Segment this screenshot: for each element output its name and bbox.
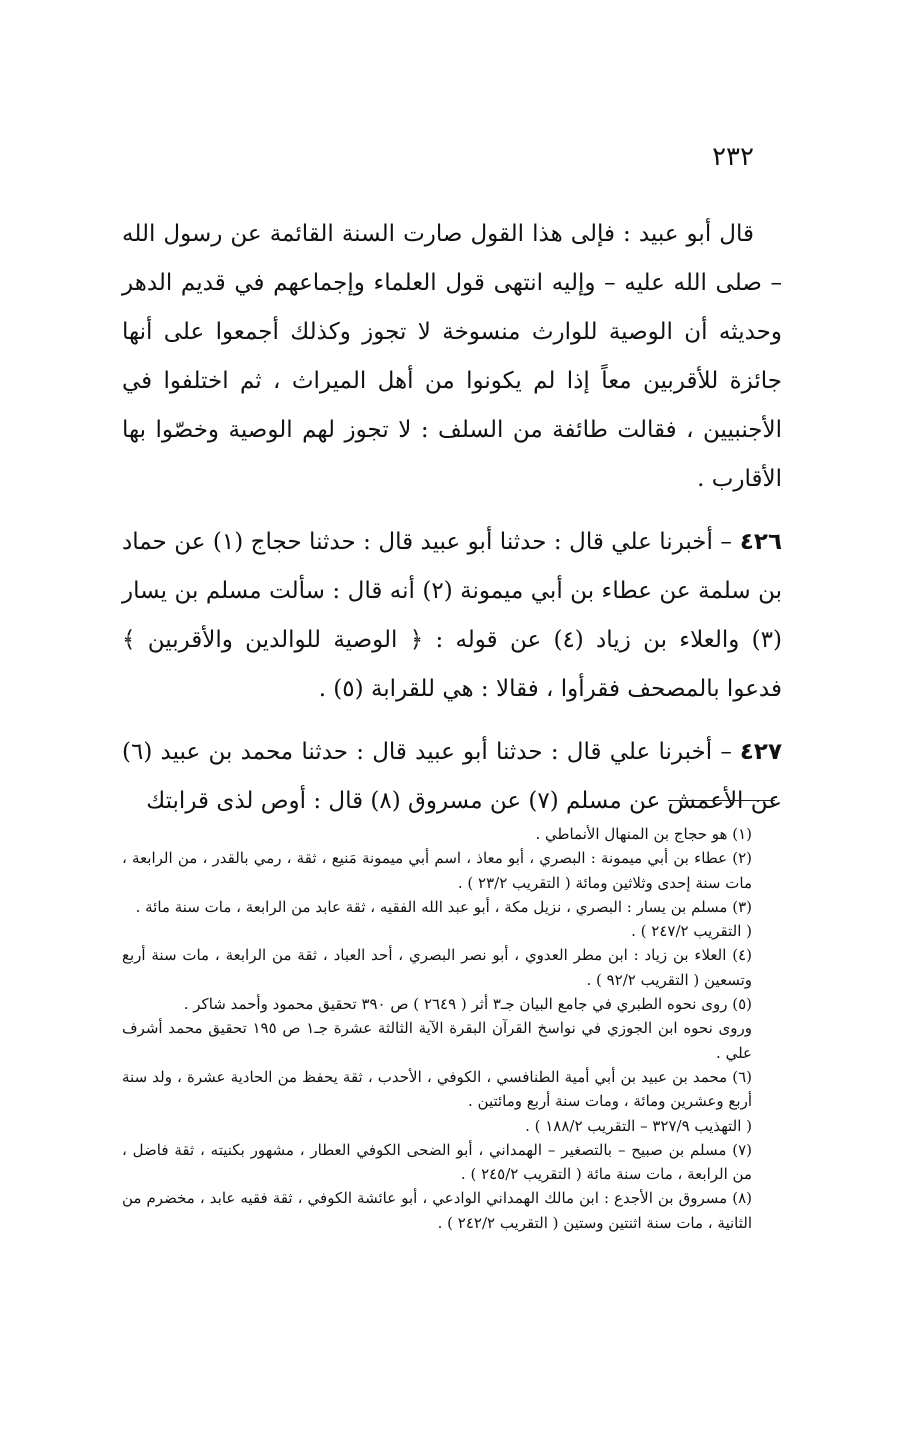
footnote: ( التقريب ٢٤٧/٢ ) .: [631, 922, 752, 941]
entry-426: [122, 518, 782, 714]
footnote: (٧) مسلم بن صبيح – بالتصغير – الهمداني ، أبو الضحى الكوفي العطار ، مشهور بكنيته ، ثقة فاضل ، من الرابعة ، مات سنة مائة ( التقريب ٢٤٥/٢ ) .: [122, 1140, 752, 1184]
footnote: (٦) محمد بن عبيد بن أبي أمية الطنافسي ، الكوفي ، الأحدب ، ثقة يحفظ من الحادية عشرة ، ولد سنة أربع وعشرين ومائة ، ومات سنة أربع ومائتين .: [122, 1067, 752, 1111]
footnote: (٤) العلاء بن زياد : ابن مطر العدوي ، أبو نصر البصري ، أحد العباد ، ثقة من الرابعة ، مات سنة أربع وتسعين ( التقريب ٩٢/٢ ) .: [122, 946, 752, 989]
page-number: ٢٣٢: [712, 142, 754, 172]
footnote: (٨) مسروق بن الأجدع : ابن مالك الهمداني الوادعي ، أبو عائشة الكوفي ، ثقة فقيه عابد ، مخضرم من الثانية ، مات سنة اثنتين وستين ( التقريب ٢٤٢/٢ ) .: [122, 1189, 752, 1232]
entry-427-number: ٤٢٧: [739, 739, 782, 765]
footnote-separator: [668, 800, 775, 801]
footnote: وروى نحوه ابن الجوزي في نواسخ القرآن البقرة الآية الثالثة عشرة جـ١ ص ١٩٥ تحقيق محمد أشرف علي .: [122, 1019, 752, 1062]
footnotes: [122, 822, 782, 1235]
entry-427: [122, 728, 782, 826]
main-text: [122, 210, 782, 840]
entry-427-text: – أخبرنا علي قال : حدثنا أبو عبيد قال : حدثنا محمد بن عبيد (٦) عن الأعمش عن مسلم (٧) عن مسروق (٨) قال : أوص لذى قرابتك: [122, 739, 782, 814]
footnote: (١) هو حجاج بن المنهال الأنماطي .: [535, 825, 752, 843]
footnote: (٣) مسلم بن يسار : البصري ، نزيل مكة ، أبو عبد الله الفقيه ، ثقة عابد من الرابعة ، مات سنة مائة .: [135, 897, 752, 916]
footnote: (٥) روى نحوه الطبري في جامع البيان جـ٣ أثر ( ٢٦٤٩ ) ص ٣٩٠ تحقيق محمود وأحمد شاكر .: [183, 995, 752, 1014]
entry-426-number: ٤٢٦: [739, 529, 782, 555]
entry-426-text: – أخبرنا علي قال : حدثنا أبو عبيد قال : حدثنا حجاج (١) عن حماد بن سلمة عن عطاء بن أبي ميمونة (٢) أنه قال : سألت مسلم بن يسار (٣) والعلاء بن زياد (٤) عن قوله : ﴿ الوصية للوالدين والأقربين ﴾ فدعوا بالمصحف فقرأوا ، فقالا : هي للقرابة (٥) .: [122, 529, 782, 702]
footnote: ( التهذيب ٣٢٧/٩ – التقريب ١٨٨/٢ ) .: [525, 1116, 752, 1135]
paragraph-abu-ubayd: قال أبو عبيد : فإلى هذا القول صارت السنة القائمة عن رسول الله – صلى الله عليه – وإليه انتهى قول العلماء وإجماعهم في قديم الدهر وحديثه أن الوصية للوارث منسوخة لا تجوز وكذلك أجمعوا على أنها جائزة للأقربين معاً إذا لم يكونوا من أهل الميراث ، ثم اختلفوا في الأجنبيين ، فقالت طائفة من السلف : لا تجوز لهم الوصية وخصّوا بها الأقارب .: [122, 221, 782, 492]
footnote: (٢) عطاء بن أبي ميمونة : البصري ، أبو معاذ ، اسم أبي ميمونة مَنيع ، ثقة ، رمي بالقدر ، من الرابعة ، مات سنة إحدى وثلاثين ومائة ( التقريب ٢٣/٢ ) .: [122, 849, 752, 892]
